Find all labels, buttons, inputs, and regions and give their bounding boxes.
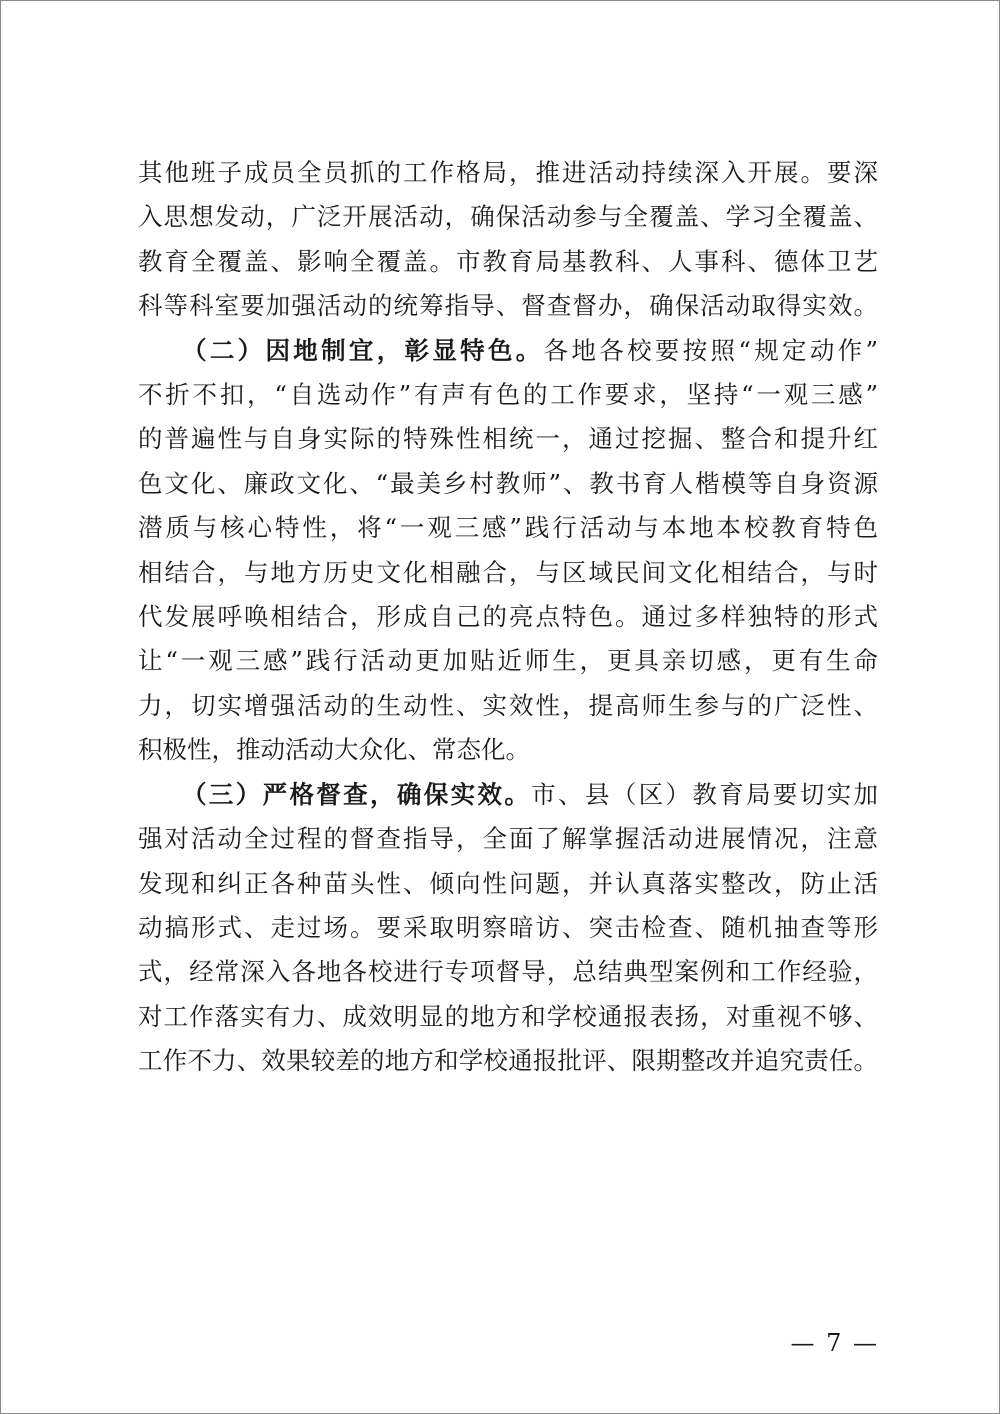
paragraph-1	[138, 151, 878, 329]
text-line: 强对活动全过程的督查指导，全面了解掌握活动进展情况，注意	[138, 824, 878, 854]
text-fragment: 各地各校要按照“规定动作”	[543, 335, 878, 365]
page-number: — 7 —	[790, 1329, 879, 1357]
text-line: 发现和纠正各种苗头性、倾向性问题，并认真落实整改，防止活	[138, 868, 878, 898]
text-line: 工作不力、效果较差的地方和学校通报批评、限期整改并追究责任。	[138, 1046, 878, 1076]
text-line	[138, 773, 878, 817]
text-line: 相结合，与地方历史文化相融合，与区域民间文化相结合，与时	[138, 557, 878, 587]
paragraph-3	[138, 773, 878, 1084]
text-line: 的普遍性与自身实际的特殊性相统一，通过挖掘、整合和提升红	[138, 424, 878, 454]
text-line: 动搞形式、走过场。要采取明察暗访、突击检查、随机抽查等形	[138, 912, 878, 942]
text-line: 积极性，推动活动大众化、常态化。	[138, 735, 530, 765]
text-line: 不折不扣，“自选动作”有声有色的工作要求，坚持“一观三感”	[138, 380, 878, 410]
text-line: 科等科室要加强活动的统筹指导、督查督办，确保活动取得实效。	[138, 291, 878, 321]
section-heading-3: （三）严格督查，确保实效。	[182, 779, 532, 809]
text-line: 式，经常深入各地各校进行专项督导，总结典型案例和工作经验，	[138, 957, 878, 987]
text-line: 其他班子成员全员抓的工作格局，推进活动持续深入开展。要深	[138, 158, 878, 187]
text-line: 教育全覆盖、影响全覆盖。市教育局基教科、人事科、德体卫艺	[138, 246, 878, 276]
text-line: 入思想发动，广泛开展活动，确保活动参与全覆盖、学习全覆盖、	[138, 202, 878, 232]
text-line: 代发展呼唤相结合，形成自己的亮点特色。通过多样独特的形式	[138, 602, 878, 632]
paragraph-2	[138, 329, 878, 773]
text-line: 对工作落实有力、成效明显的地方和学校通报表扬，对重视不够、	[138, 1001, 878, 1031]
text-line	[138, 329, 878, 373]
section-heading-2: （二）因地制宜，彰显特色。	[182, 335, 544, 365]
text-fragment: 市、县（区）教育局要切实加	[531, 779, 879, 809]
text-line: 潜质与核心特性，将“一观三感”践行活动与本地本校教育特色	[138, 513, 878, 543]
document-body	[138, 151, 878, 1084]
text-line: 色文化、廉政文化、“最美乡村教师”、教书育人楷模等自身资源	[138, 468, 878, 498]
text-line: 力，切实增强活动的生动性、实效性，提高师生参与的广泛性、	[138, 690, 878, 720]
text-line: 让“一观三感”践行活动更加贴近师生，更具亲切感，更有生命	[138, 646, 878, 676]
